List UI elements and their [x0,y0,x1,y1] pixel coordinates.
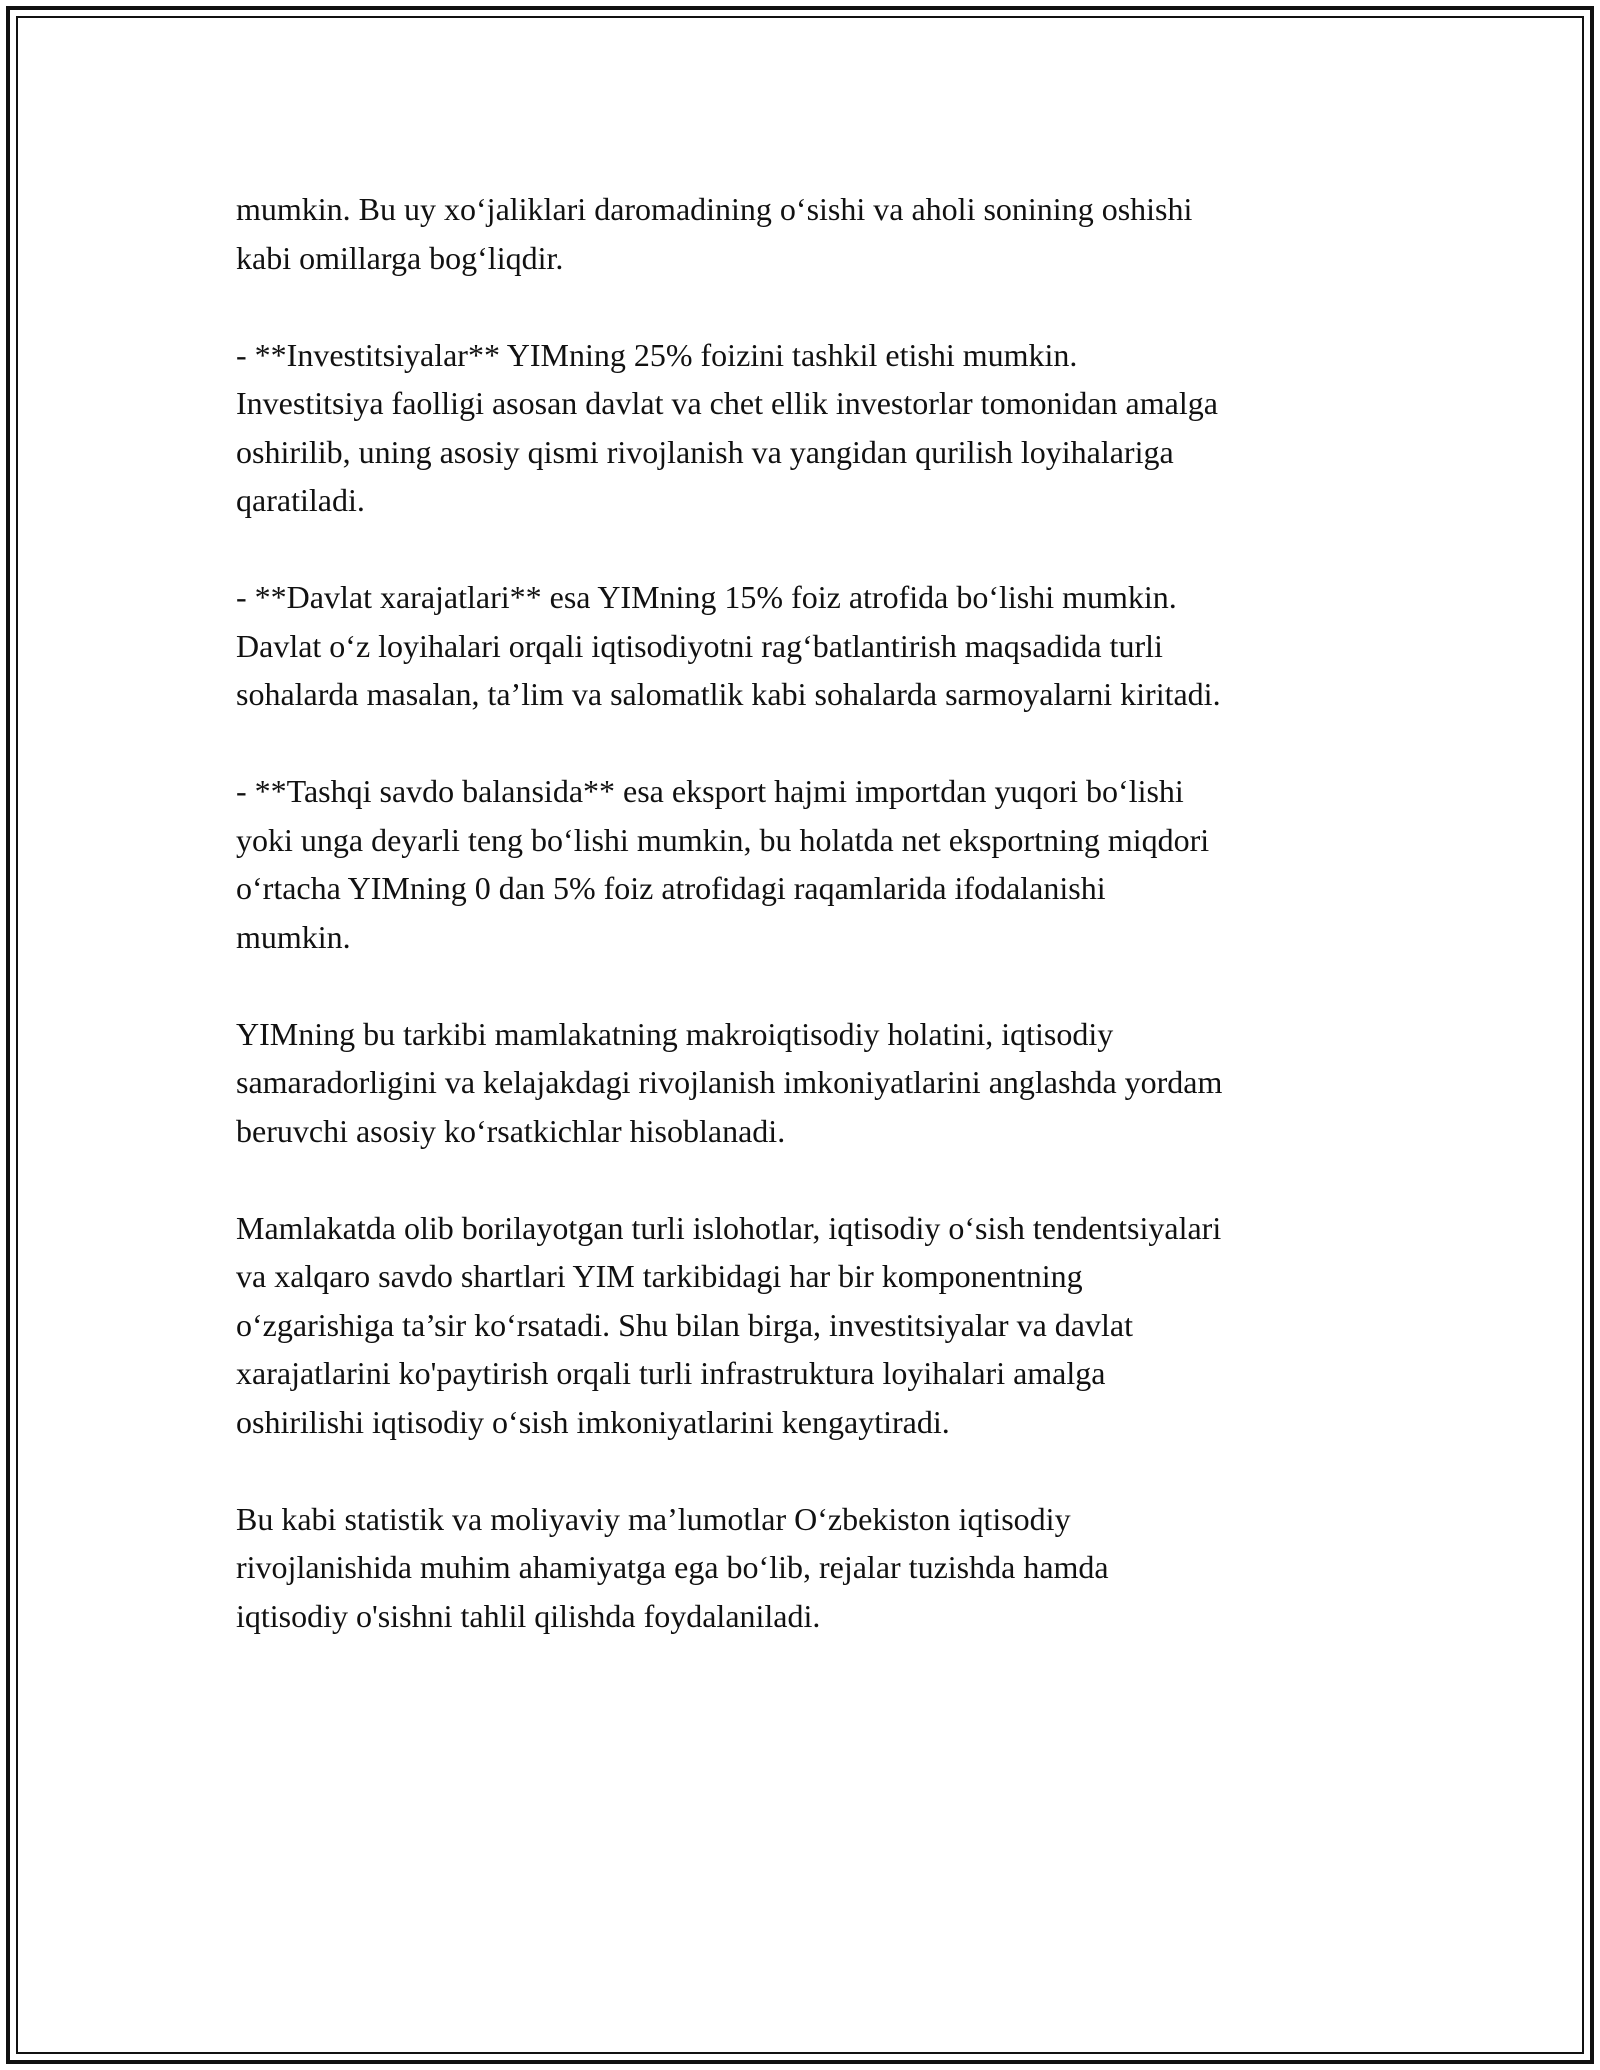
text-line: mumkin. Bu uy xoʻjaliklari daromadining oʻsishi va aholi sonining oshishi [236,191,1193,227]
text-line: Mamlakatda olib borilayotgan turli islohotlar, iqtisodiy oʻsish tendentsiyalari [236,1209,1222,1246]
text-line: oshirilishi iqtisodiy oʻsish imkoniyatlarini kengaytiradi. [236,1403,950,1440]
text-line: oshirilib, uning asosiy qismi rivojlanish va yangidan qurilish loyihalariga [236,433,1174,470]
text-line: oʻzgarishiga ta’sir koʻrsatadi. Shu bilan birga, investitsiyalar va davlat [236,1306,1133,1343]
text-line: iqtisodiy o'sishni tahlil qilishda foydalaniladi. [236,1597,821,1634]
paragraph-conclusion [236,1495,1396,1641]
text-line: Davlat oʻz loyihalari orqali iqtisodiyotni ragʻbatlantirish maqsadida turli [236,627,1163,664]
text-line: YIMning bu tarkibi mamlakatning makroiqtisodiy holatini, iqtisodiy [236,1015,1114,1052]
text-line: va xalqaro savdo shartlari YIM tarkibidagi har bir komponentning [236,1258,1083,1294]
text-line: - **Tashqi savdo balansida** esa eksport hajmi importdan yuqori boʻlishi [236,773,1184,809]
text-line: - **Investitsiyalar** YIMning 25% foizini tashkil etishi mumkin. [236,336,1078,373]
text-line: Bu kabi statistik va moliyaviy ma’lumotlar Oʻzbekiston iqtisodiy [236,1500,1071,1537]
text-line: qaratiladi. [236,482,365,518]
text-line: rivojlanishida muhim ahamiyatga ega boʻlib, rejalar tuzishda hamda [236,1549,1109,1585]
text-line: sohalarda masalan, ta’lim va salomatlik kabi sohalarda sarmoyalarni kiritadi. [236,676,1221,712]
paragraph-investments [236,331,1396,525]
paragraph-government-spending [236,573,1396,719]
text-line: yoki unga deyarli teng boʻlishi mumkin, bu holatda net eksportning miqdori [236,821,1210,858]
text-line: Investitsiya faolligi asosan davlat va chet ellik investorlar tomonidan amalga [236,385,1218,421]
text-line: kabi omillarga bogʻliqdir. [236,239,564,276]
text-line: - **Davlat xarajatlari** esa YIMning 15% foiz atrofida boʻlishi mumkin. [236,579,1177,615]
paragraph-reforms [236,1204,1396,1447]
paragraph-gdp-structure [236,1010,1396,1156]
document-body [236,185,1396,1689]
text-line: beruvchi asosiy koʻrsatkichlar hisoblanadi. [236,1112,786,1149]
text-line: xarajatlarini ko'paytirish orqali turli infrastruktura loyihalari amalga [236,1355,1106,1391]
text-line: samaradorligini va kelajakdagi rivojlanish imkoniyatlarini anglashda yordam [236,1064,1223,1100]
paragraph-household-consumption [236,185,1396,282]
paragraph-trade-balance [236,767,1396,961]
text-line: oʻrtacha YIMning 0 dan 5% foiz atrofidagi raqamlarida ifodalanishi [236,870,1106,906]
text-line: mumkin. [236,918,351,955]
